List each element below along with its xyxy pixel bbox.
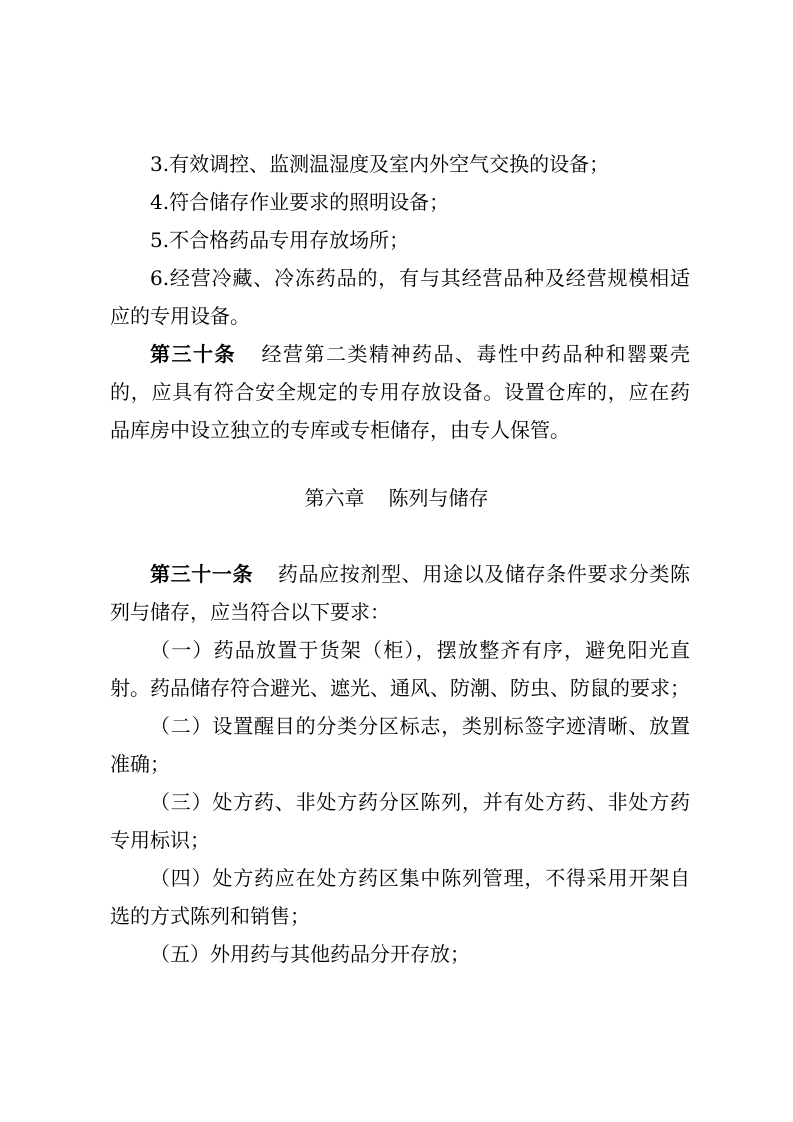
article-31-text-1: 药品应按剂型、用途以及储存条件要求分类陈 — [277, 562, 691, 586]
clause-3-line-2: 专用标识； — [110, 828, 210, 852]
clause-4-line-1: （四）处方药应在处方药区集中陈列管理，不得采用开架自 — [150, 866, 690, 890]
article-31-label: 第三十一条 — [150, 562, 254, 586]
clause-4-line-2: 选的方式陈列和销售； — [110, 904, 310, 928]
article-31-line-1 — [150, 560, 690, 588]
clause-1-line-2: 射。药品储存符合避光、遮光、通风、防潮、防虫、防鼠的要求； — [110, 676, 690, 700]
clause-2-line-1: （二）设置醒目的分类分区标志，类别标签字迹清晰、放置 — [150, 714, 690, 738]
item-5: 5.不合格药品专用存放场所； — [150, 228, 410, 252]
item-3: 3.有效调控、监测温湿度及室内外空气交换的设备； — [150, 152, 610, 176]
item-6-line-1: 6.经营冷藏、冷冻药品的，有与其经营品种及经营规模相适 — [150, 266, 690, 290]
item-6-line-2: 应的专用设备。 — [110, 304, 250, 328]
article-30-label: 第三十条 — [150, 342, 236, 366]
article-30-line-2: 的，应具有符合安全规定的专用存放设备。设置仓库的，应在药 — [110, 380, 690, 404]
clause-1-line-1: （一）药品放置于货架（柜），摆放整齐有序，避免阳光直 — [150, 638, 690, 662]
article-30-line-1 — [150, 340, 690, 368]
chapter-number: 第六章 — [304, 486, 365, 510]
clause-5-line-1: （五）外用药与其他药品分开存放； — [150, 942, 470, 966]
article-30-text-1: 经营第二类精神药品、毒性中药品种和罂粟壳 — [260, 342, 690, 366]
article-31-line-2: 列与储存，应当符合以下要求： — [110, 600, 390, 624]
article-30-line-3: 品库房中设立独立的专库或专柜储存，由专人保管。 — [110, 418, 570, 442]
chapter-heading — [0, 484, 793, 512]
clause-2-line-2: 准确； — [110, 752, 170, 776]
chapter-title: 陈列与储存 — [388, 486, 489, 510]
clause-3-line-1: （三）处方药、非处方药分区陈列，并有处方药、非处方药 — [150, 790, 690, 814]
item-4: 4.符合储存作业要求的照明设备； — [150, 190, 450, 214]
